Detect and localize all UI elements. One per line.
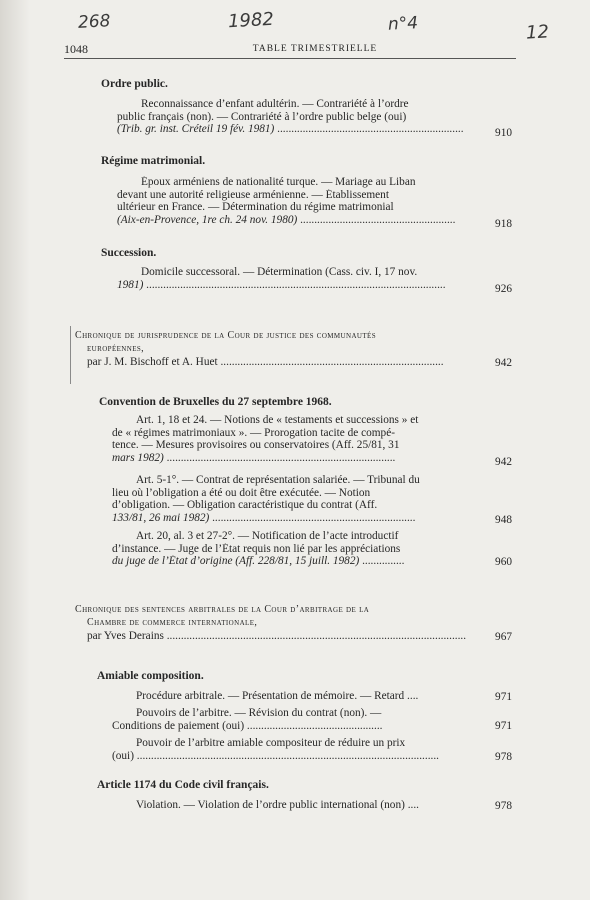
entry-line: devant une autorité religieuse arménienne. — Établissement	[117, 188, 389, 201]
handwritten-number: 268	[77, 11, 111, 33]
entry-line: mars 1982) .................................................................................	[112, 451, 396, 464]
entry-amiable-3	[112, 737, 477, 762]
page-number: 1048	[64, 42, 88, 56]
header-rule	[64, 58, 516, 59]
entry-bruxelles-1	[112, 414, 477, 464]
entry-amiable-2	[112, 707, 477, 732]
section-heading-ordre-public: Ordre public.	[101, 78, 168, 90]
entry-line: du juge de l’État d’origine (Aff. 228/81, 15 juill. 1982) ...............	[112, 555, 405, 567]
entry-line: lieu où l’obligation a été ou doit être exécutée. — Notion	[112, 486, 371, 499]
entry-line: de « régimes matrimoniaux ». — Prorogation tacite de compé-	[112, 426, 395, 439]
chronique-arbitrage-author	[87, 630, 477, 643]
entry-line: par J. M. Bischoff et A. Huet ...............................................................................	[87, 356, 444, 368]
entry-line: par Yves Derains ..........................................................................................................	[87, 630, 467, 642]
section-heading-regime: Régime matrimonial.	[101, 155, 206, 167]
entry-amiable-1	[112, 690, 477, 703]
page-ref: 967	[495, 631, 512, 643]
page-ref: 942	[495, 357, 512, 369]
handwritten-margin-number: 12	[525, 21, 550, 44]
section-heading-article-1174: Article 1174 du Code civil français.	[97, 779, 269, 791]
chronique-title-line: européennes,	[87, 343, 145, 354]
chronique-title-line: Chronique des sentences arbitrales de la Cour d’arbitrage de la	[75, 604, 370, 615]
entry-line: Art. 20, al. 3 et 27-2°. — Notification de l’acte introductif	[136, 530, 399, 542]
page-ref: 918	[495, 218, 512, 230]
entry-line: Procédure arbitrale. — Présentation de mémoire. — Retard ....	[136, 690, 419, 702]
entry-line: Domicile successoral. — Détermination (Cass. civ. I, 17 nov.	[141, 266, 418, 278]
page-shadow	[0, 0, 30, 900]
entry-regime	[117, 176, 477, 226]
entry-line: Pouvoir de l’arbitre amiable compositeur de réduire un prix	[136, 737, 406, 749]
entry-line: (oui) ...........................................................................................................	[112, 749, 439, 762]
entry-ordre-public	[117, 98, 477, 136]
section-heading-bruxelles: Convention de Bruxelles du 27 septembre 1968.	[99, 396, 332, 408]
page-ref: 971	[495, 720, 512, 732]
entry-line: d’obligation. — Obligation caractéristique du contrat (Aff.	[112, 499, 378, 511]
chronique-authors	[87, 356, 477, 369]
entry-line: ultérieur en France. — Détermination du régime matrimonial	[117, 201, 394, 213]
entry-bruxelles-3	[112, 530, 477, 568]
entry-line: Art. 5-1°. — Contrat de représentation salariée. — Tribunal du	[136, 474, 420, 486]
chronique-title-line: Chronique de jurisprudence de la Cour de justice des communautés	[75, 330, 377, 341]
entry-line: (Aix-en-Provence, 1re ch. 24 nov. 1980) .......................................................	[117, 213, 456, 226]
handwritten-year: 1982	[227, 8, 275, 33]
entry-line: public français (non). — Contrariété à l’ordre public belge (oui)	[117, 110, 407, 123]
entry-line: Reconnaissance d’enfant adultérin. — Contrariété à l’ordre	[141, 98, 409, 110]
section-heading-amiable: Amiable composition.	[97, 670, 204, 682]
entry-line: Pouvoirs de l’arbitre. — Révision du contrat (non). —	[136, 707, 382, 719]
page-ref: 942	[495, 456, 512, 468]
page-ref: 978	[495, 751, 512, 763]
entry-line: (Trib. gr. inst. Créteil 19 fév. 1981) ..................................................................	[117, 123, 464, 135]
entry-line: d’instance. — Juge de l’État requis non lié par les appréciations	[112, 542, 401, 555]
page-ref: 926	[495, 283, 512, 295]
page-ref: 960	[495, 556, 512, 568]
running-head-title: TABLE TRIMESTRIELLE	[252, 44, 378, 54]
chronique-title-line: Chambre de commerce internationale,	[87, 617, 258, 628]
margin-pencil-mark	[70, 326, 71, 384]
section-heading-succession: Succession.	[101, 247, 157, 259]
page-ref: 948	[495, 514, 512, 526]
entry-succession	[117, 266, 477, 291]
entry-line: Art. 1, 18 et 24. — Notions de « testaments et successions » et	[136, 414, 419, 426]
page-ref: 971	[495, 691, 512, 703]
entry-article-1174	[112, 799, 477, 812]
entry-line: Époux arméniens de nationalité turque. — Mariage au Liban	[141, 176, 416, 188]
entry-line: tence. — Mesures provisoires ou conservatoires (Aff. 25/81, 31	[112, 439, 400, 451]
page-ref: 978	[495, 800, 512, 812]
page-ref: 910	[495, 127, 512, 139]
entry-line: 1981) ..........................................................................................................	[117, 278, 446, 291]
entry-line: Conditions de paiement (oui) ................................................	[112, 719, 383, 732]
entry-line: Violation. — Violation de l’ordre public international (non) ....	[136, 799, 419, 811]
entry-bruxelles-2	[112, 474, 477, 524]
handwritten-issue: n°4	[387, 13, 419, 35]
entry-line: 133/81, 26 mai 1982) ........................................................................	[112, 511, 416, 524]
